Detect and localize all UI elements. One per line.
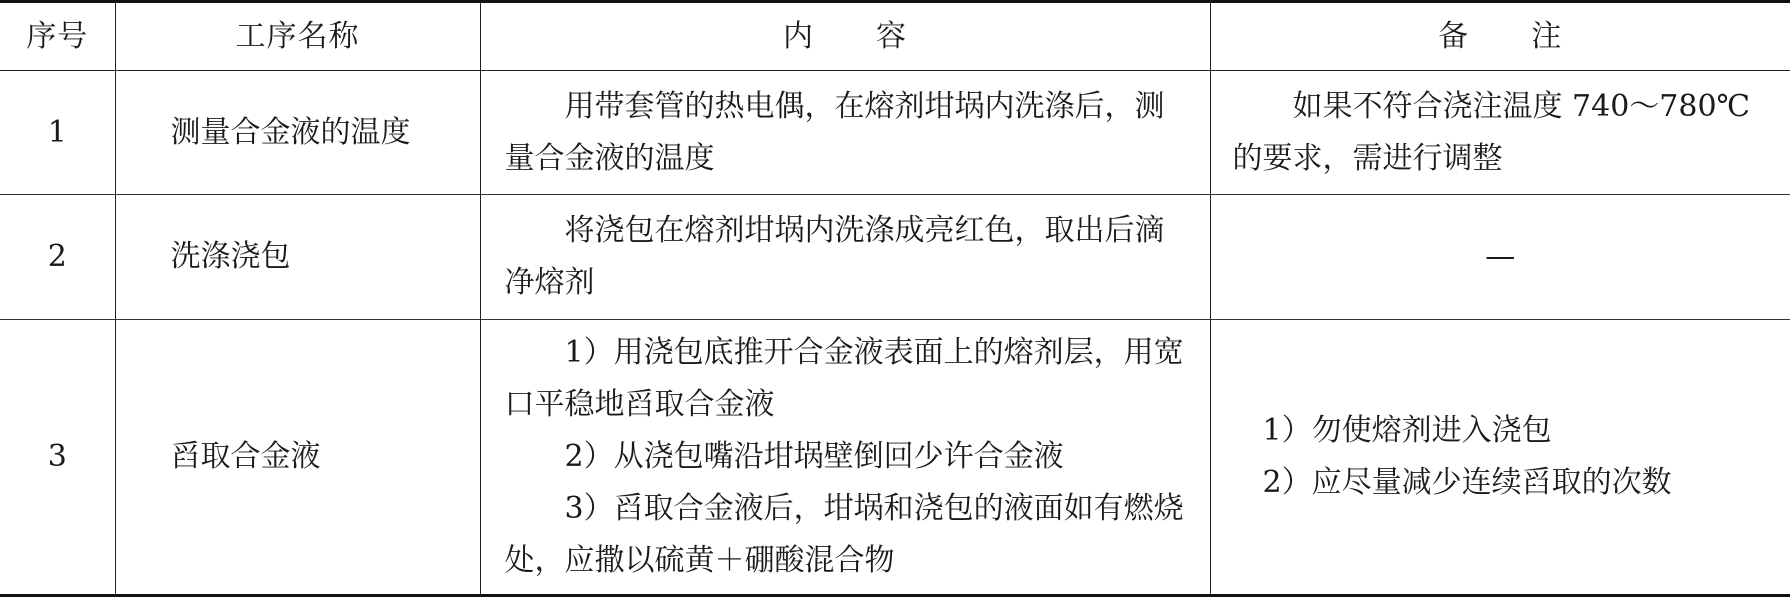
header-seq: 序号 [0,2,115,71]
header-remark: 备 注 [1210,2,1790,71]
header-content: 内 容 [480,2,1210,71]
row-3-name: 舀取合金液 [115,320,480,596]
table-row [0,71,1790,195]
table-header-row [0,2,1790,71]
row-3-remark-item-1: 1）勿使熔剂进入浇包 [1262,413,1552,448]
row-3-content-item-2: 2）从浇包嘴沿坩埚壁倒回少许合金液 [564,439,1064,474]
row-2-name: 洗涤浇包 [115,195,480,320]
row-1-content-line-1: 用带套管的热电偶，在熔剂坩埚内洗涤后，测量合金液的温度 [504,88,1165,176]
row-1-content [480,71,1210,195]
header-name: 工序名称 [115,2,480,71]
row-2-seq: 2 [0,195,115,320]
table-row [0,195,1790,320]
table-row [0,320,1790,596]
row-3-content-item-3: 3）舀取合金液后，坩埚和浇包的液面如有燃烧处，应撒以硫黄＋硼酸混合物 [504,491,1184,578]
row-2-content [480,195,1210,320]
row-1-remark [1210,71,1790,195]
row-3-remark-item-2: 2）应尽量减少连续舀取的次数 [1262,465,1672,500]
row-2-remark [1210,195,1790,320]
row-3-content-item-1: 1）用浇包底推开合金液表面上的熔剂层，用宽口平稳地舀取合金液 [504,335,1184,422]
row-3-seq: 3 [0,320,115,596]
row-1-name: 测量合金液的温度 [115,71,480,195]
row-3-content [480,320,1210,596]
row-2-remark-dash: — [1485,239,1516,274]
row-3-remark [1210,320,1790,596]
row-2-content-line-1: 将浇包在熔剂坩埚内洗涤成亮红色，取出后滴净熔剂 [504,213,1165,300]
row-1-seq: 1 [0,71,115,195]
row-1-remark-line-1: 如果不符合浇注温度 740～780℃的要求，需进行调整 [1232,88,1751,176]
